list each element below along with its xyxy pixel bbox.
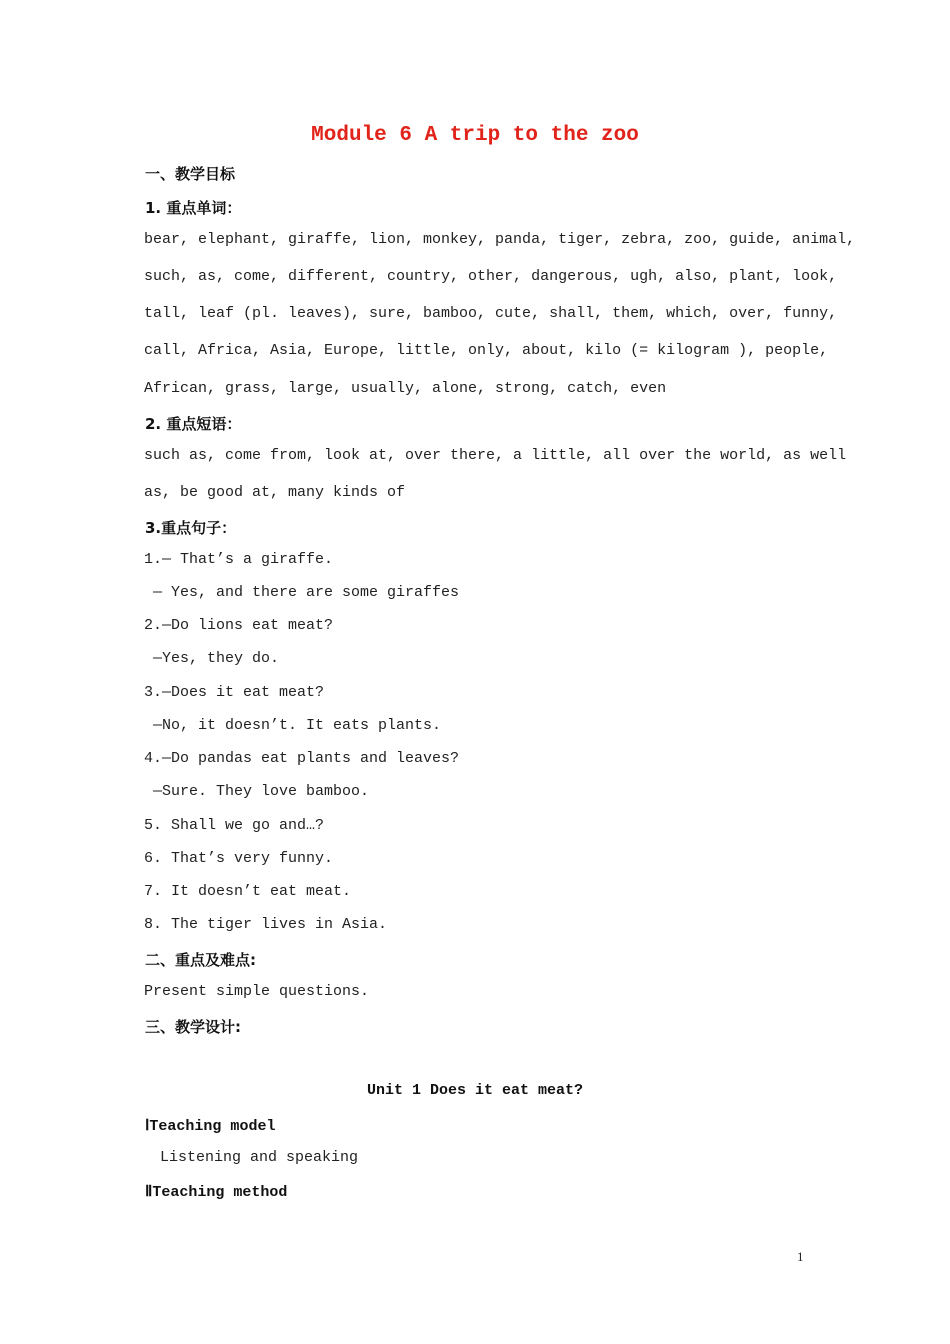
sentence-line: — Yes, and there are some giraffes bbox=[144, 584, 460, 601]
phrases-line: such as, come from, look at, over there, a little, all over the world, as well bbox=[144, 447, 847, 464]
sentence-line: 3.—Does it eat meat? bbox=[144, 684, 325, 701]
key-words-heading: 1. 重点单词： bbox=[145, 199, 242, 217]
key-phrases-heading: 2. 重点短语： bbox=[145, 415, 242, 433]
sentence-line: —No, it doesn’t. It eats plants. bbox=[144, 717, 442, 734]
page-number: 1 bbox=[797, 1249, 804, 1264]
sentence-line: 6. That’s very funny. bbox=[144, 850, 334, 867]
sentence-line: 5. Shall we go and…? bbox=[144, 817, 325, 834]
section-2-text: Present simple questions. bbox=[144, 983, 370, 1000]
phrases-line: as, be good at, many kinds of bbox=[144, 484, 406, 501]
words-line: such, as, come, different, country, other, dangerous, ugh, also, plant, look, bbox=[144, 268, 838, 285]
words-line: call, Africa, Asia, Europe, little, only, about, kilo (= kilogram ), people, bbox=[144, 342, 829, 359]
sentence-line: —Sure. They love bamboo. bbox=[144, 783, 370, 800]
sentence-line: 2.—Do lions eat meat? bbox=[144, 617, 334, 634]
sentence-line: 7. It doesn’t eat meat. bbox=[144, 883, 352, 900]
unit-title: Unit 1 Does it eat meat? bbox=[366, 1082, 584, 1099]
words-line: African, grass, large, usually, alone, strong, catch, even bbox=[144, 380, 667, 397]
teaching-model-heading: ⅠTeaching model bbox=[145, 1118, 276, 1135]
teaching-method-heading: ⅡTeaching method bbox=[145, 1184, 288, 1201]
teaching-model-text: Listening and speaking bbox=[160, 1149, 359, 1166]
sentence-line: —Yes, they do. bbox=[144, 650, 280, 667]
words-line: bear, elephant, giraffe, lion, monkey, panda, tiger, zebra, zoo, guide, animal, bbox=[144, 231, 856, 248]
words-line: tall, leaf (pl. leaves), sure, bamboo, cute, shall, them, which, over, funny, bbox=[144, 305, 838, 322]
section-1-heading: 一、教学目标 bbox=[145, 165, 236, 183]
section-3-heading: 三、教学设计: bbox=[145, 1018, 241, 1036]
key-sentences-heading: 3.重点句子： bbox=[145, 519, 237, 537]
document-title: Module 6 A trip to the zoo bbox=[311, 124, 639, 147]
sentence-line: 4.—Do pandas eat plants and leaves? bbox=[144, 750, 460, 767]
sentence-line: 8. The tiger lives in Asia. bbox=[144, 916, 388, 933]
sentence-line: 1.— That’s a giraffe. bbox=[144, 551, 334, 568]
section-2-heading: 二、重点及难点: bbox=[145, 951, 256, 969]
